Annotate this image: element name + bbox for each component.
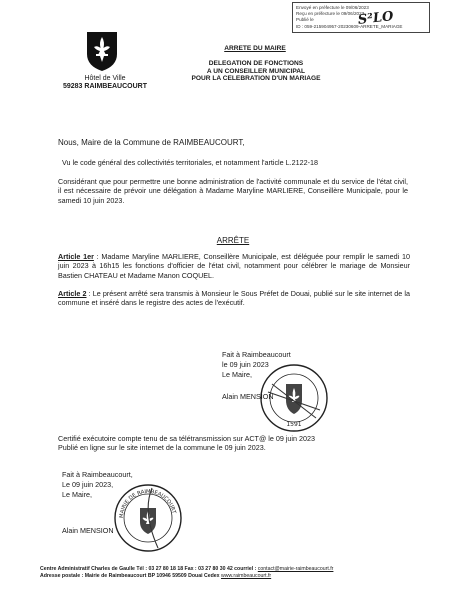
signature-1-role: Le Maire, [222, 370, 252, 380]
footer-fax: Fax : 03 27 80 30 42 courriel : [184, 566, 258, 572]
city-hall-label [60, 75, 150, 91]
stamp-id-line: ID : 059-215904957-20230609-ARRETE_MARIAGE [296, 23, 403, 29]
intro-paragraph: Nous, Maire de la Commune de RAIMBEAUCOURT, [58, 138, 245, 147]
arrete-heading: ARRÊTE [216, 236, 250, 245]
city-crest-icon [85, 30, 119, 72]
footer-phone: Tél : 03 27 80 18 18 [134, 566, 185, 572]
stamp-published-line: Publié le [296, 17, 314, 23]
footer-email-link[interactable]: contact@mairie-raimbeaucourt.fr [257, 566, 334, 572]
footer-postal-label: Adresse postale : [40, 573, 84, 580]
article-1 [58, 252, 410, 280]
subtitle-line-1: DELEGATION DE FONCTIONS [208, 60, 304, 67]
signature-2-role: Le Maire, [62, 490, 92, 500]
legal-basis-paragraph: Vu le code général des collectivités territoriales, et notamment l'article L.2122-18 [62, 158, 318, 167]
signature-2-date: Le 09 juin 2023, [62, 480, 114, 490]
seal-1-year: 1591 [286, 421, 302, 428]
certification-line-2: Publié en ligne sur le site internet de la commune le 09 juin 2023. [58, 443, 266, 453]
seal-2-text: MAIRIE DE RAIMBEAUCOURT [118, 488, 177, 519]
subtitle-line-3: POUR LA CELEBRATION D'UN MARIAGE [191, 75, 321, 83]
footer-postal-address: Mairie de Raimbeaucourt BP 10946 59509 Douai Cedex [83, 573, 221, 580]
signature-1-place: Fait à Raimbeaucourt [222, 350, 291, 359]
article-1-text: : Madame Maryline MARLIERE, Conseillère Municipale, est déléguée pour remplir le samedi 10 juin 2023 à 16h15 les fonctions d'officier de l'état civil, notamment pour célébrer le mariage de Monsieur Bastien CHATEAU et Madame Manon COQUEL. [58, 252, 410, 280]
signature-2-name: Alain MENSION [62, 526, 114, 535]
article-2 [58, 289, 410, 308]
footer-line-2 [40, 573, 420, 580]
stamp-sent-line: Envoyé en préfecture le 09/06/2023 [296, 5, 369, 10]
footer-website-link[interactable]: www.raimbeaucourt.fr [220, 573, 272, 580]
certification-line-1: Certifié exécutoire compte tenu de sa télétransmission sur ACT@ le 09 juin 2023 [58, 434, 315, 443]
town-seal-icon-2 [112, 482, 184, 554]
signature-1-date: le 09 juin 2023 [222, 360, 269, 370]
article-1-label: Article 1er [58, 252, 94, 261]
stamp-received-line: Reçu en préfecture le 09/06/2023 [296, 11, 365, 17]
hotel-de-ville-text: Hôtel de Ville [84, 75, 126, 82]
subtitle-line-2: A UN CONSEILLER MUNICIPAL [206, 67, 306, 75]
document-title: ARRETE DU MAIRE [224, 45, 286, 52]
footer-line-1 [40, 566, 420, 573]
stamp-signature: S²LO [357, 9, 395, 28]
certification-block [58, 434, 410, 453]
article-2-text: : Le présent arrêté sera transmis à Monsieur le Sous Préfet de Douai, publié sur le site internet de la commune et inséré dans le registre des actes de l'exécutif. [58, 289, 410, 308]
document-subtitle [165, 60, 347, 83]
article-2-label: Article 2 [58, 289, 87, 298]
city-postal-name: 59283 RAIMBEAUCOURT [62, 83, 148, 91]
footer-center-name: Centre Administratif Charles de Gaulle [40, 566, 135, 572]
signature-1-name: Alain MENSION [222, 392, 274, 401]
signature-2-place: Fait à Raimbeaucourt, [62, 470, 133, 479]
considerant-paragraph: Considérant que pour permettre une bonne administration de l'activité communale et du service de l'état civil, il est nécessaire de prévoir une délégation à Madame Maryline MARLIERE, Conseillère Municipale, pour le samedi 10 juin 2023. [58, 177, 408, 205]
page-footer [40, 566, 420, 581]
